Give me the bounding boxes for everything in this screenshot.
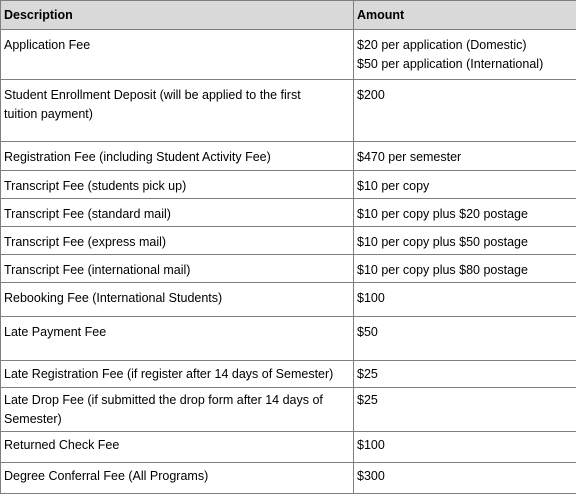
description-cell <box>1 142 354 171</box>
amount-text: $470 per semester <box>357 150 462 164</box>
amount-text: $25 <box>357 393 378 407</box>
description-text: Registration Fee (including Student Activity Fee) <box>4 150 271 164</box>
description-text: Late Drop Fee (if submitted the drop form after 14 days of <box>4 393 323 407</box>
description-cell <box>1 388 354 432</box>
table-row <box>1 432 576 463</box>
amount-cell <box>354 283 576 317</box>
description-text: tuition payment) <box>4 107 93 121</box>
description-text: Transcript Fee (standard mail) <box>4 207 171 221</box>
description-cell <box>1 255 354 283</box>
description-text: Transcript Fee (international mail) <box>4 263 191 277</box>
table-row <box>1 361 576 388</box>
description-text: Returned Check Fee <box>4 438 120 452</box>
description-cell <box>1 227 354 255</box>
amount-cell <box>354 199 576 227</box>
description-text: Late Registration Fee (if register after 14 days of Semester) <box>4 367 334 381</box>
description-cell <box>1 30 354 80</box>
description-text: Semester) <box>4 412 62 426</box>
amount-cell <box>354 255 576 283</box>
description-text: Transcript Fee (students pick up) <box>4 179 187 193</box>
description-text: Transcript Fee (express mail) <box>4 235 167 249</box>
description-cell <box>1 80 354 142</box>
description-cell <box>1 361 354 388</box>
table-row <box>1 142 576 171</box>
description-cell <box>1 432 354 463</box>
table-row <box>1 255 576 283</box>
table-row <box>1 171 576 199</box>
amount-cell <box>354 80 576 142</box>
description-text: Degree Conferral Fee (All Programs) <box>4 469 209 483</box>
table-row <box>1 388 576 432</box>
amount-text: $50 <box>357 325 378 339</box>
table-row <box>1 227 576 255</box>
description-cell <box>1 283 354 317</box>
amount-text: $10 per copy plus $80 postage <box>357 263 528 277</box>
amount-text: $100 <box>357 291 385 305</box>
description-text: Student Enrollment Deposit (will be applied to the first <box>4 88 301 102</box>
header-row <box>1 1 576 30</box>
table-row <box>1 463 576 494</box>
amount-text: $25 <box>357 367 378 381</box>
amount-text: $200 <box>357 88 385 102</box>
amount-cell <box>354 227 576 255</box>
description-cell <box>1 199 354 227</box>
description-cell <box>1 317 354 361</box>
amount-text: $20 per application (Domestic) <box>357 38 527 52</box>
amount-cell <box>354 432 576 463</box>
column-header-amount: Amount <box>354 1 576 30</box>
description-cell <box>1 463 354 494</box>
table-row <box>1 199 576 227</box>
amount-text: $10 per copy <box>357 179 430 193</box>
amount-cell <box>354 388 576 432</box>
description-cell <box>1 171 354 199</box>
table-row <box>1 317 576 361</box>
description-text: Rebooking Fee (International Students) <box>4 291 223 305</box>
table-row <box>1 30 576 80</box>
amount-text: $10 per copy plus $50 postage <box>357 235 528 249</box>
description-text: Late Payment Fee <box>4 325 107 339</box>
description-text: Application Fee <box>4 38 91 52</box>
amount-cell <box>354 30 576 80</box>
amount-text: $10 per copy plus $20 postage <box>357 207 528 221</box>
amount-cell <box>354 463 576 494</box>
column-header-description: Description <box>1 1 354 30</box>
amount-text: $300 <box>357 469 385 483</box>
amount-cell <box>354 171 576 199</box>
amount-cell <box>354 317 576 361</box>
amount-cell <box>354 142 576 171</box>
table-row <box>1 283 576 317</box>
amount-text: $50 per application (International) <box>357 57 544 71</box>
amount-cell <box>354 361 576 388</box>
amount-text: $100 <box>357 438 385 452</box>
table-row <box>1 80 576 142</box>
